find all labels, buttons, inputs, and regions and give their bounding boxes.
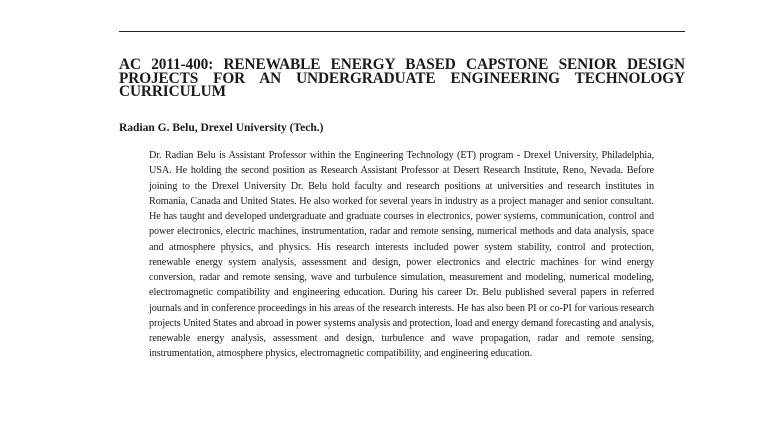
author-line: Radian G. Belu, Drexel University (Tech.): [119, 122, 324, 134]
paper-title: AC 2011-400: RENEWABLE ENERGY BASED CAPSTONE SENIOR DESIGN PROJECTS FOR AN UNDERGRADUATE ENGINEERING TECHNOLOGY CURRICULUM: [119, 56, 685, 100]
header-rule: [119, 31, 685, 32]
author-biography: Dr. Radian Belu is Assistant Professor within the Engineering Technology (ET) program - Drexel University, Philadelphia, USA. He holding the second position as Research Assistant Professor at Desert Research Institute, Reno, Nevada. Before joining to the Drexel University Dr. Belu hold faculty and research positions at universities and research institutes in Romania, Canada and United States. He also worked for several years in industry as a project manager and senior consultant. He has taught and developed undergraduate and graduate courses in electronics, power systems, communication, control and power electronics, electric machines, instrumentation, radar and remote sensing, numerical methods and data analysis, space and atmosphere physics, and physics. His research interests included power system stability, control and protection, renewable energy system analysis, assessment and design, power electronics and electric machines for wind energy conversion, radar and remote sensing, wave and turbulence simulation, measurement and modeling, numerical modeling, electromagnetic compatibility and engineering education. During his career Dr. Belu published several papers in referred journals and in conference proceedings in his areas of the research interests. He has also been PI or co-PI for various research projects United States and abroad in power systems analysis and protection, load and energy demand forecasting and analysis, renewable energy analysis, assessment and design, turbulence and wave propagation, radar and remote sensing, instrumentation, atmosphere physics, electromagnetic compatibility, and engineering education.: [149, 150, 654, 360]
